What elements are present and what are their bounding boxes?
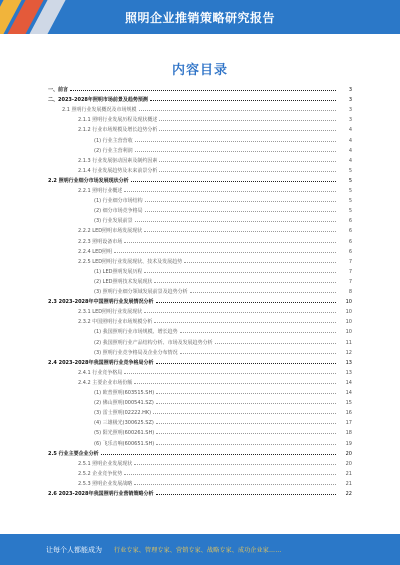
toc-entry-label: 2.6 2023-2028年我国照明行业营销策略分析 xyxy=(48,491,154,497)
toc-entry[interactable] xyxy=(0,103,400,113)
toc-dot-leader xyxy=(159,130,336,131)
toc-entry-page: 14 xyxy=(345,379,352,386)
toc-entry[interactable] xyxy=(0,204,400,214)
toc-entry-page: 11 xyxy=(345,339,352,346)
toc-dot-leader xyxy=(184,262,336,263)
toc-entry-page: 6 xyxy=(348,228,352,235)
toc-entry[interactable] xyxy=(0,467,400,477)
toc-entry[interactable] xyxy=(0,245,400,255)
toc-dot-leader xyxy=(180,332,336,333)
toc-entry-page: 18 xyxy=(345,430,352,437)
toc-entry-label: (1) 我国照明行业市场规模、增长趋势 xyxy=(94,329,178,336)
toc-dot-leader xyxy=(154,282,336,283)
toc-entry-label: (3) 行业发展前景 xyxy=(94,218,133,225)
toc-entry-page: 5 xyxy=(348,188,352,194)
toc-entry-label: 2.3.2 中国照明行业市场规模分析 xyxy=(78,319,153,326)
toc-entry[interactable] xyxy=(0,396,400,406)
toc-entry-page: 13 xyxy=(345,359,352,366)
toc-dot-leader xyxy=(190,292,336,293)
toc-entry-page: 16 xyxy=(345,410,352,417)
toc-entry-page: 7 xyxy=(348,258,352,265)
toc-entry[interactable] xyxy=(0,123,400,133)
toc-entry-label: 2.5.3 照明企业发展战略 xyxy=(78,480,133,487)
toc-dot-leader xyxy=(159,171,336,172)
toc-entry-page: 4 xyxy=(348,147,352,154)
toc-entry-page: 20 xyxy=(345,450,352,457)
toc-entry-page: 5 xyxy=(348,198,352,205)
toc-entry-label: (2) 我国照明行业产品结构分析、市场及发展趋势分析 xyxy=(94,339,213,346)
toc-dot-leader xyxy=(135,151,336,152)
toc-entry-label: 2.2.1 照明行业概述 xyxy=(78,188,123,194)
header-banner xyxy=(0,0,400,34)
toc-dot-leader xyxy=(144,272,336,273)
toc-entry-page: 8 xyxy=(348,289,352,295)
toc-entry[interactable] xyxy=(0,447,400,457)
toc-dot-leader xyxy=(101,454,336,455)
toc-entry-label: 2.1.3 行业发展驱动因素及制约因素 xyxy=(78,157,158,164)
table-of-contents xyxy=(0,83,400,503)
toc-entry-label: 2.2 照明行业细分市场发展现状分析 xyxy=(48,177,129,184)
toc-entry-page: 19 xyxy=(345,440,352,447)
toc-entry[interactable] xyxy=(0,255,400,265)
toc-dot-leader xyxy=(124,191,336,192)
toc-entry[interactable] xyxy=(0,366,400,376)
toc-dot-leader xyxy=(145,201,336,202)
toc-entry-page: 6 xyxy=(348,238,352,245)
toc-entry-label: (2) 佛山照明(000541.SZ) xyxy=(94,400,154,407)
toc-dot-leader xyxy=(114,252,336,253)
toc-entry-label: 2.1.4 行业发展趋势及未来前景分析 xyxy=(78,167,158,174)
toc-entry[interactable] xyxy=(0,426,400,436)
toc-entry-page: 4 xyxy=(348,137,352,144)
toc-entry-page: 10 xyxy=(345,319,352,326)
toc-dot-leader xyxy=(124,474,336,475)
toc-entry-page: 5 xyxy=(348,208,352,215)
toc-entry-page: 3 xyxy=(348,117,352,124)
toc-entry[interactable] xyxy=(0,93,400,103)
toc-entry-page: 5 xyxy=(348,177,352,184)
toc-entry-label: (5) 阳光照明(600261.SH) xyxy=(94,430,155,437)
footer-slogan: 让每个人都能成为 xyxy=(46,545,102,554)
toc-dot-leader xyxy=(156,393,336,394)
toc-dot-leader xyxy=(134,383,336,384)
toc-entry-label: 2.1.1 照明行业发展历程及现状概述 xyxy=(78,117,158,124)
toc-entry-label: 2.3 2023-2028年中国照明行业发展情况分析 xyxy=(48,299,154,306)
toc-entry[interactable] xyxy=(0,235,400,245)
toc-entry[interactable] xyxy=(0,406,400,416)
toc-entry-page: 3 xyxy=(348,87,352,93)
toc-dot-leader xyxy=(180,353,336,354)
toc-dot-leader xyxy=(134,464,336,465)
toc-entry[interactable] xyxy=(0,477,400,487)
toc-entry-label: 2.2.3 照明设备市场 xyxy=(78,238,123,245)
toc-entry[interactable] xyxy=(0,265,400,275)
toc-entry[interactable] xyxy=(0,113,400,123)
toc-entry-page: 21 xyxy=(345,470,352,477)
toc-entry[interactable] xyxy=(0,487,400,497)
report-title: 照明企业推销策略研究报告 xyxy=(124,11,275,25)
toc-entry-page: 10 xyxy=(345,299,352,306)
toc-title: 内容目录 xyxy=(171,63,228,78)
toc-entry[interactable] xyxy=(0,315,400,325)
toc-entry-label: (2) 行业主营利润 xyxy=(94,147,133,154)
toc-entry[interactable] xyxy=(0,184,400,194)
toc-dot-leader xyxy=(150,100,336,101)
toc-dot-leader xyxy=(156,444,336,445)
toc-entry-label: (3) 照明行业竞争格局及企业分布情况 xyxy=(94,349,178,356)
toc-entry-label: 2.2.5 LED照明行业发展现状、技术及发展趋势 xyxy=(78,258,183,265)
toc-entry-label: (1) 行业主营营收 xyxy=(94,137,133,144)
toc-entry-label: 2.1 照明行业发展概况及市场规模 xyxy=(62,107,137,114)
toc-entry-page: 6 xyxy=(348,248,352,255)
toc-entry-page: 15 xyxy=(345,400,352,407)
toc-dot-leader xyxy=(139,110,336,111)
toc-entry-page: 3 xyxy=(348,107,352,114)
toc-entry-label: 2.4 2023-2028年我国照明行业竞争格局分析 xyxy=(48,359,154,366)
toc-entry[interactable] xyxy=(0,356,400,366)
toc-entry[interactable] xyxy=(0,336,400,346)
toc-entry-label: 2.1.2 行业市场规模及增长趋势分析 xyxy=(78,127,158,134)
toc-entry[interactable] xyxy=(0,83,400,93)
toc-entry-page: 17 xyxy=(345,420,352,427)
toc-dot-leader xyxy=(156,433,336,434)
toc-entry-label: 二、2023-2028年照明市场前景及趋势预测 xyxy=(48,97,148,104)
toc-dot-leader xyxy=(70,90,336,91)
toc-entry-page: 7 xyxy=(348,278,352,285)
toc-entry-page: 7 xyxy=(348,268,352,275)
toc-entry-page: 3 xyxy=(348,97,352,104)
toc-entry-page: 4 xyxy=(348,127,352,134)
toc-dot-leader xyxy=(159,120,336,121)
toc-dot-leader xyxy=(154,322,336,323)
toc-entry[interactable] xyxy=(0,437,400,447)
toc-entry-page: 10 xyxy=(345,309,352,316)
toc-dot-leader xyxy=(153,413,336,414)
toc-entry-page: 4 xyxy=(348,157,352,164)
toc-dot-leader xyxy=(131,181,336,182)
toc-entry-label: 2.5 行业主要企业分析 xyxy=(48,450,99,457)
toc-entry[interactable] xyxy=(0,416,400,426)
toc-entry-label: 2.5.1 照明企业发展现状 xyxy=(78,460,133,467)
toc-dot-leader xyxy=(135,221,336,222)
toc-entry[interactable] xyxy=(0,275,400,285)
toc-entry-label: (6) 飞乐音响(600651.SH) xyxy=(94,440,155,447)
toc-dot-leader xyxy=(124,373,336,374)
toc-entry[interactable] xyxy=(0,386,400,396)
toc-entry[interactable] xyxy=(0,295,400,305)
toc-dot-leader xyxy=(156,494,336,495)
toc-entry[interactable] xyxy=(0,164,400,174)
footer-roles: 行业专家、管理专家、营销专家、战略专家、成功企业家…… xyxy=(114,547,282,554)
toc-entry[interactable] xyxy=(0,144,400,154)
toc-entry-label: 一、前言 xyxy=(48,87,69,93)
toc-entry-label: (3) 雷士照明(02222.HK) xyxy=(94,410,152,417)
toc-entry[interactable] xyxy=(0,174,400,184)
toc-entry-label: 2.3.1 LED照明行业发展现状 xyxy=(78,309,143,316)
toc-entry-page: 22 xyxy=(345,491,352,497)
toc-dot-leader xyxy=(144,231,336,232)
toc-entry-label: (3) 照明行业细分领域发展前景及趋势分析 xyxy=(94,289,188,295)
toc-entry[interactable] xyxy=(0,224,400,234)
toc-entry-label: 2.2.4 LED照明 xyxy=(78,248,113,255)
toc-dot-leader xyxy=(156,423,336,424)
toc-dot-leader xyxy=(159,161,336,162)
toc-entry-page: 20 xyxy=(345,460,352,467)
toc-dot-leader xyxy=(156,363,336,364)
toc-entry[interactable] xyxy=(0,214,400,224)
toc-entry[interactable] xyxy=(0,285,400,295)
toc-dot-leader xyxy=(144,312,336,313)
toc-entry[interactable] xyxy=(0,376,400,386)
toc-entry-page: 21 xyxy=(345,480,352,487)
toc-entry[interactable] xyxy=(0,134,400,144)
toc-entry-page: 12 xyxy=(345,349,352,356)
toc-entry-label: (1) 欧普照明(603515.SH) xyxy=(94,390,155,396)
toc-dot-leader xyxy=(134,484,336,485)
toc-entry-label: (4) 三雄极光(300625.SZ) xyxy=(94,420,154,427)
toc-dot-leader xyxy=(124,242,336,243)
toc-entry-label: (2) LED照明技术发展现状 xyxy=(94,278,153,285)
toc-entry[interactable] xyxy=(0,457,400,467)
toc-dot-leader xyxy=(135,141,336,142)
toc-dot-leader xyxy=(215,343,336,344)
toc-entry-label: 2.2.2 LED照明市场发展现状 xyxy=(78,228,143,235)
toc-entry[interactable] xyxy=(0,194,400,204)
toc-entry-label: (1) 行业细分市场结构 xyxy=(94,198,143,205)
toc-entry-page: 14 xyxy=(345,390,352,396)
toc-entry-label: 2.4.2 主要企业市场份额 xyxy=(78,379,133,386)
toc-entry-label: 2.5.2 企业竞争优势 xyxy=(78,470,123,477)
toc-entry-label: (2) 细分市场竞争格局 xyxy=(94,208,143,215)
toc-dot-leader xyxy=(156,302,336,303)
toc-entry-page: 13 xyxy=(345,369,352,376)
toc-entry-page: 5 xyxy=(348,167,352,174)
toc-entry[interactable] xyxy=(0,346,400,356)
footer-banner xyxy=(0,534,400,565)
toc-entry-label: 2.4.1 行业竞争格局 xyxy=(78,369,123,376)
toc-entry-label: (1) LED照明发展历程 xyxy=(94,268,143,275)
toc-dot-leader xyxy=(145,211,336,212)
toc-entry-page: 6 xyxy=(348,218,352,225)
toc-dot-leader xyxy=(156,403,336,404)
toc-entry[interactable] xyxy=(0,305,400,315)
toc-entry[interactable] xyxy=(0,325,400,335)
toc-entry[interactable] xyxy=(0,154,400,164)
toc-entry-page: 10 xyxy=(345,329,352,336)
